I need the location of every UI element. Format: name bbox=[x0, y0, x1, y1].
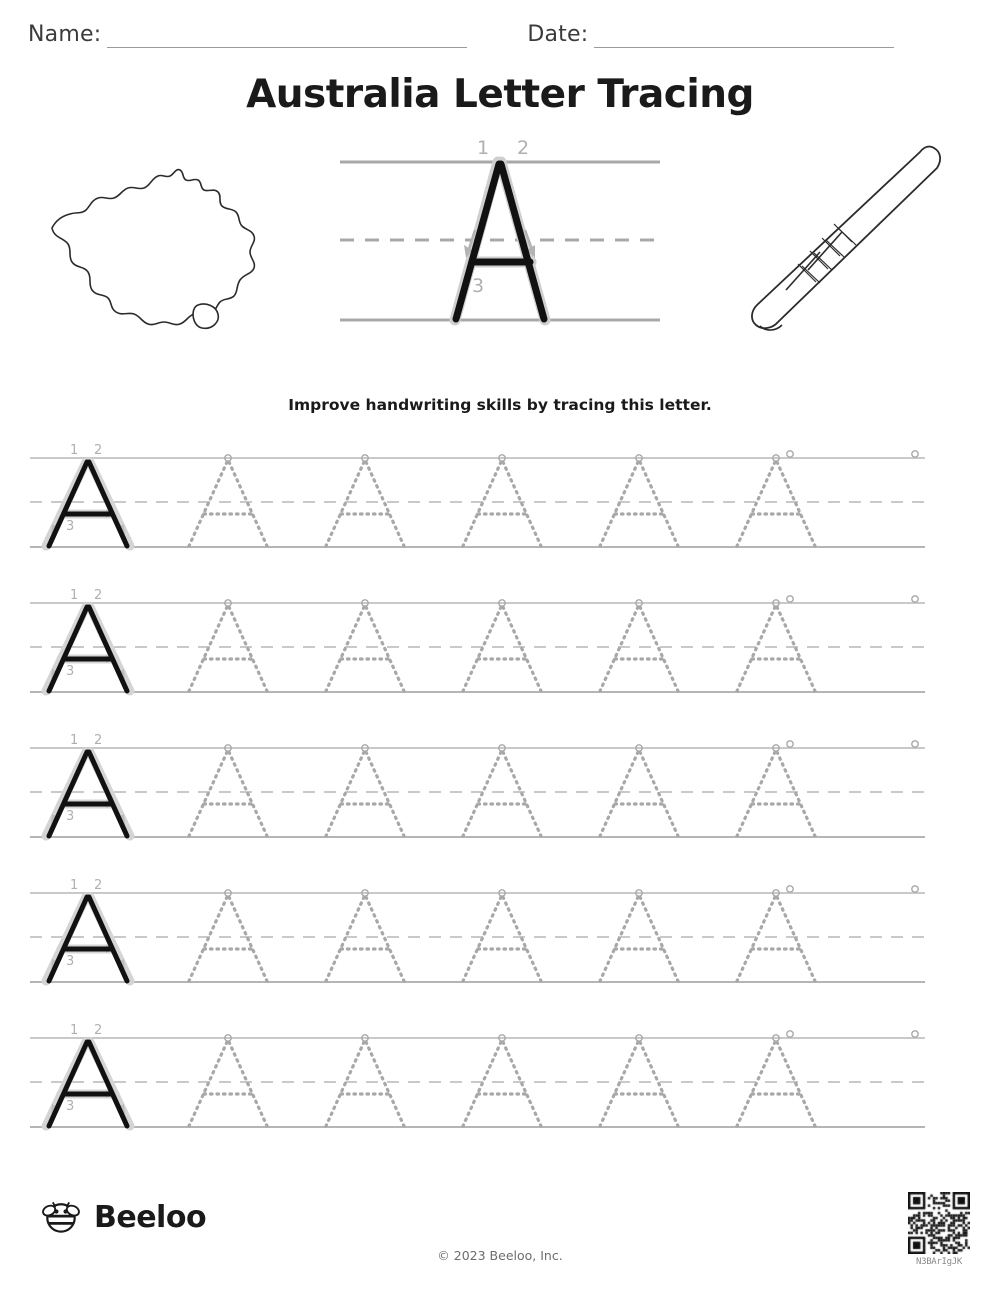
practice-row[interactable] bbox=[0, 730, 1000, 875]
svg-text:3: 3 bbox=[66, 1099, 75, 1114]
practice-row[interactable] bbox=[0, 585, 1000, 730]
practice-rows bbox=[0, 440, 1000, 1165]
bee-icon bbox=[40, 1196, 82, 1238]
brand-name: Beeloo bbox=[94, 1199, 207, 1235]
svg-text:2: 2 bbox=[94, 1023, 103, 1038]
didgeridoo-icon bbox=[720, 140, 970, 340]
brand-logo bbox=[40, 1196, 206, 1238]
svg-text:1: 1 bbox=[70, 733, 79, 748]
svg-text:1: 1 bbox=[70, 878, 79, 893]
stroke-number-2: 2 bbox=[517, 140, 530, 159]
svg-text:1: 1 bbox=[70, 588, 79, 603]
letter-stroke-guide bbox=[335, 140, 665, 330]
instruction-text: Improve handwriting skills by tracing this letter. bbox=[288, 396, 712, 414]
qr-code-icon[interactable] bbox=[908, 1192, 970, 1254]
name-input-line[interactable] bbox=[107, 46, 467, 48]
practice-row[interactable] bbox=[0, 875, 1000, 1020]
footer bbox=[0, 1184, 1000, 1294]
qr-block[interactable] bbox=[908, 1192, 970, 1267]
worksheet-code: N3BArIgJK bbox=[915, 1257, 963, 1267]
stroke-number-3: 3 bbox=[472, 275, 485, 297]
svg-text:3: 3 bbox=[66, 954, 75, 969]
svg-text:1: 1 bbox=[70, 1023, 79, 1038]
page-title: Australia Letter Tracing bbox=[246, 72, 754, 117]
copyright-text: © 2023 Beeloo, Inc. bbox=[437, 1248, 563, 1263]
australia-map-icon bbox=[30, 150, 290, 350]
svg-text:2: 2 bbox=[94, 733, 103, 748]
illustration-row bbox=[0, 140, 1000, 350]
practice-row[interactable] bbox=[0, 1020, 1000, 1165]
date-label: Date: bbox=[527, 22, 589, 47]
header-fields bbox=[28, 18, 972, 48]
name-field[interactable] bbox=[28, 24, 467, 48]
practice-row[interactable] bbox=[0, 440, 1000, 585]
date-field[interactable] bbox=[527, 24, 894, 48]
svg-text:2: 2 bbox=[94, 588, 103, 603]
svg-text:3: 3 bbox=[66, 519, 75, 534]
date-input-line[interactable] bbox=[594, 46, 894, 48]
svg-text:3: 3 bbox=[66, 809, 75, 824]
svg-text:1: 1 bbox=[70, 443, 79, 458]
name-label: Name: bbox=[28, 22, 102, 47]
stroke-number-1: 1 bbox=[477, 140, 490, 159]
svg-text:2: 2 bbox=[94, 878, 103, 893]
svg-text:2: 2 bbox=[94, 443, 103, 458]
svg-text:3: 3 bbox=[66, 664, 75, 679]
